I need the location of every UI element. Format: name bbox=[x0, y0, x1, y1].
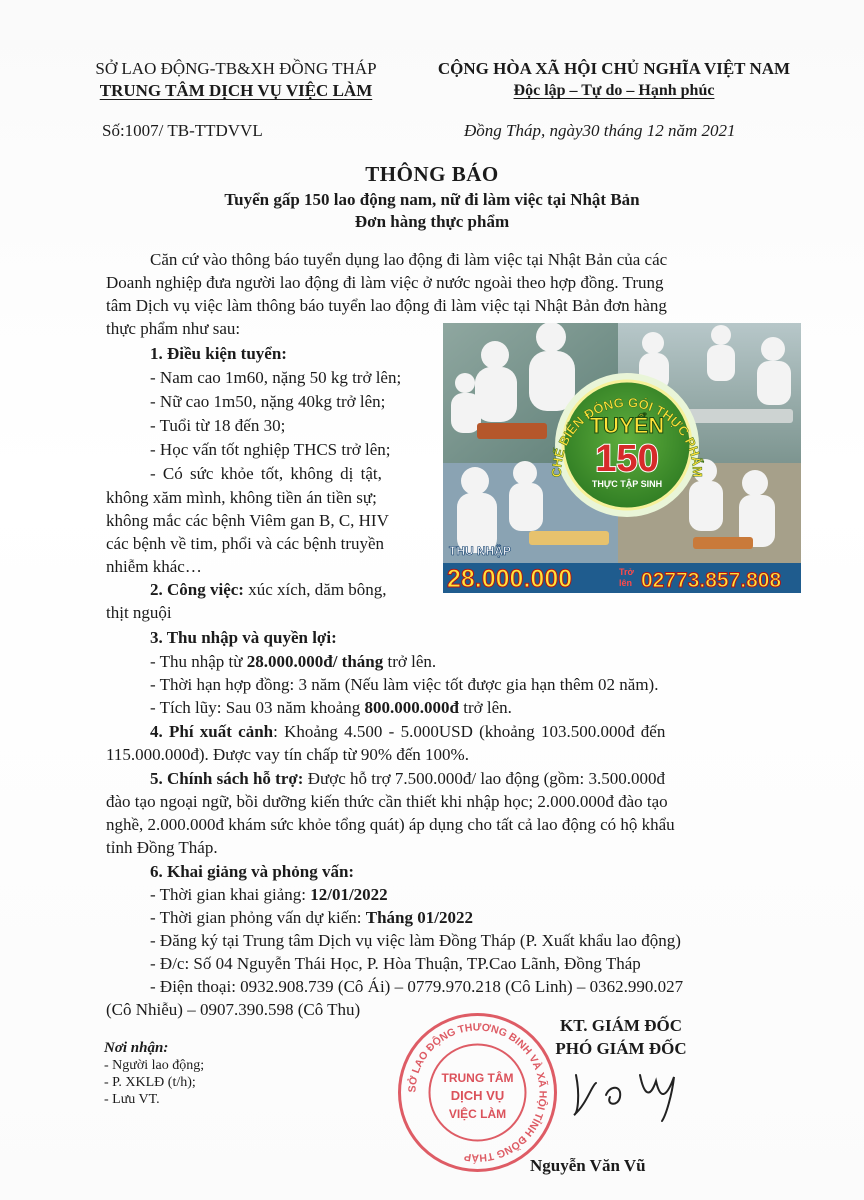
seal-center-line-1: TRUNG TÂM bbox=[441, 1071, 514, 1085]
address-line: - Đ/c: Số 04 Nguyễn Thái Học, P. Hòa Thuận, TP.Cao Lãnh, Đồng Tháp bbox=[150, 954, 641, 973]
section-2-text: xúc xích, dăm bông, bbox=[243, 580, 387, 599]
interview-date: Tháng 01/2022 bbox=[365, 908, 473, 927]
poster-phone: 02773.857.808 bbox=[641, 569, 782, 592]
poster-income-label: THU NHẬP bbox=[449, 544, 511, 558]
seal-ring-path: SỞ LAO ĐỘNG THƯƠNG BINH VÀ XÃ HỘI TỈNH ĐỒNG THÁP bbox=[406, 1021, 549, 1164]
document-title: THÔNG BÁO bbox=[365, 162, 499, 186]
recipients-heading: Nơi nhận: bbox=[104, 1040, 169, 1056]
reference-number: Số:1007/ TB-TTDVVL bbox=[102, 121, 263, 140]
recipient-item: - Lưu VT. bbox=[104, 1092, 160, 1107]
recipients-block bbox=[104, 1040, 204, 1108]
savings-amount: 800.000.000đ bbox=[364, 698, 459, 717]
section-5 bbox=[150, 769, 665, 789]
poster-income-suffix-2: lên bbox=[619, 578, 633, 588]
section-3-heading: 3. Thu nhập và quyền lợi: bbox=[150, 628, 337, 647]
national-title: CỘNG HÒA XÃ HỘI CHỦ NGHĨA VIỆT NAM bbox=[437, 59, 791, 78]
intro-line-4: thực phẩm như sau: bbox=[106, 319, 241, 338]
phone-line-2: (Cô Nhiễu) – 0907.390.598 (Cô Thu) bbox=[106, 1000, 361, 1019]
food-tray bbox=[477, 423, 547, 439]
condition-item: không xăm mình, không tiền án tiền sự; bbox=[106, 488, 377, 507]
opening-date: 12/01/2022 bbox=[310, 885, 388, 904]
signature-role: PHÓ GIÁM ĐỐC bbox=[555, 1039, 687, 1058]
food-tray bbox=[693, 537, 753, 549]
income-pre: - Thu nhập từ bbox=[150, 652, 247, 671]
poster-number: 150 bbox=[595, 438, 659, 480]
condition-item: - Nữ cao 1m50, nặng 40kg trở lên; bbox=[150, 392, 386, 411]
intro-line-1: Căn cứ vào thông báo tuyển dụng lao động đi làm việc tại Nhật Bản của các bbox=[150, 250, 668, 269]
savings-line bbox=[150, 698, 512, 718]
income-line bbox=[150, 652, 436, 672]
section-2-heading: 2. Công việc: bbox=[150, 580, 244, 599]
handwritten-signature bbox=[566, 1055, 686, 1125]
signer-name: Nguyễn Văn Vũ bbox=[530, 1156, 646, 1175]
intro-line-2: Doanh nghiệp đưa người lao động đi làm việc ở nước ngoài theo hợp đồng. Trung bbox=[106, 273, 664, 292]
recipient-item: - Người lao động; bbox=[104, 1058, 205, 1073]
condition-item: - Có sức khỏe tốt, không dị tật, bbox=[150, 464, 382, 483]
condition-item: các bệnh về tim, phổi và các bệnh truyền bbox=[106, 534, 385, 553]
poster-graphic bbox=[443, 323, 801, 593]
poster-trainee: THỰC TẬP SINH bbox=[591, 479, 663, 489]
national-motto: Độc lập – Tự do – Hạnh phúc bbox=[513, 82, 715, 99]
section-5-text-2: đào tạo ngoại ngữ, bồi dưỡng kiến thức cần thiết khi nhập học; 2.000.000đ đào tạo bbox=[106, 792, 668, 811]
phone-line: - Điện thoại: 0932.908.739 (Cô Ái) – 0779.970.218 (Cô Linh) – 0362.990.027 bbox=[150, 977, 684, 996]
section-1-heading: 1. Điều kiện tuyển: bbox=[150, 344, 287, 363]
savings-post: trở lên. bbox=[459, 698, 512, 717]
contract-line: - Thời hạn hợp đồng: 3 năm (Nếu làm việc tốt được gia hạn thêm 02 năm). bbox=[150, 675, 659, 694]
section-5-text: Được hỗ trợ 7.500.000đ/ lao động (gồm: 3.500.000đ bbox=[303, 769, 665, 788]
register-line: - Đăng ký tại Trung tâm Dịch vụ việc làm Đồng Tháp (P. Xuất khẩu lao động) bbox=[150, 931, 681, 950]
income-post: trở lên. bbox=[383, 652, 437, 671]
poster-income-suffix: Trở bbox=[619, 567, 634, 577]
recruitment-poster bbox=[443, 323, 801, 593]
opening-line bbox=[150, 885, 388, 905]
intro-line-3: tâm Dịch vụ việc làm thông báo tuyển lao động đi làm việc tại Nhật Bản đơn hàng bbox=[106, 296, 667, 315]
opening-pre: - Thời gian khai giảng: bbox=[150, 885, 311, 904]
section-5-heading: 5. Chính sách hỗ trợ: bbox=[150, 769, 304, 788]
section-4 bbox=[150, 722, 665, 742]
section-5-text-3: nghề, 2.000.000đ khám sức khỏe tổng quát) áp dụng cho tất cả lao động có hộ khẩu bbox=[106, 815, 675, 834]
section-6-heading: 6. Khai giảng và phỏng vấn: bbox=[150, 862, 355, 881]
section-4-heading: 4. Phí xuất cảnh bbox=[150, 722, 274, 741]
condition-item: - Nam cao 1m60, nặng 50 kg trở lên; bbox=[150, 368, 402, 387]
savings-pre: - Tích lũy: Sau 03 năm khoảng bbox=[150, 698, 365, 717]
condition-item: nhiễm khác… bbox=[106, 557, 202, 576]
national-header bbox=[412, 58, 816, 102]
recipient-item: - P. XKLĐ (t/h); bbox=[104, 1075, 196, 1090]
document-subtitle: Tuyển gấp 150 lao động nam, nữ đi làm việc tại Nhật Bản bbox=[224, 190, 640, 209]
signature-block bbox=[526, 1014, 716, 1060]
issue-date: Đồng Tháp, ngày30 tháng 12 năm 2021 bbox=[464, 121, 736, 140]
condition-item: - Học vấn tốt nghiệp THCS trở lên; bbox=[150, 440, 391, 459]
section-2-text-2: thịt nguội bbox=[106, 603, 172, 622]
income-amount: 28.000.000đ/ tháng bbox=[246, 652, 384, 671]
signature-title: KT. GIÁM ĐỐC bbox=[560, 1016, 682, 1035]
seal-center-line-2: DỊCH VỤ bbox=[450, 1088, 505, 1103]
agency-header bbox=[60, 58, 412, 102]
condition-item: không mắc các bệnh Viêm gan B, C, HIV bbox=[106, 511, 389, 530]
section-5-text-4: tỉnh Đồng Tháp. bbox=[106, 838, 218, 857]
seal-center-line-3: VIỆC LÀM bbox=[448, 1107, 507, 1121]
agency-name: TRUNG TÂM DỊCH VỤ VIỆC LÀM bbox=[99, 81, 373, 100]
poster-income-value: 28.000.000 bbox=[447, 565, 573, 593]
document-subtitle-2: Đơn hàng thực phẩm bbox=[354, 212, 510, 231]
arc-text-path: CHẾ BIẾN ĐÓNG GÓI THỰC PHẨM bbox=[548, 394, 706, 478]
section-4-text: : Khoảng 4.500 - 5.000USD (khoảng 103.500.000đ đến bbox=[273, 722, 666, 741]
section-2 bbox=[150, 580, 387, 600]
interview-line bbox=[150, 908, 473, 928]
poster-tuyen: TUYỂN bbox=[589, 413, 665, 438]
condition-item: - Tuổi từ 18 đến 30; bbox=[150, 416, 286, 435]
food-tray bbox=[529, 531, 609, 545]
agency-parent: SỞ LAO ĐỘNG-TB&XH ĐỒNG THÁP bbox=[95, 59, 377, 78]
interview-pre: - Thời gian phỏng vấn dự kiến: bbox=[150, 908, 366, 927]
section-4-text-2: 115.000.000đ). Được vay tín chấp từ 90% đến 100%. bbox=[106, 745, 469, 764]
